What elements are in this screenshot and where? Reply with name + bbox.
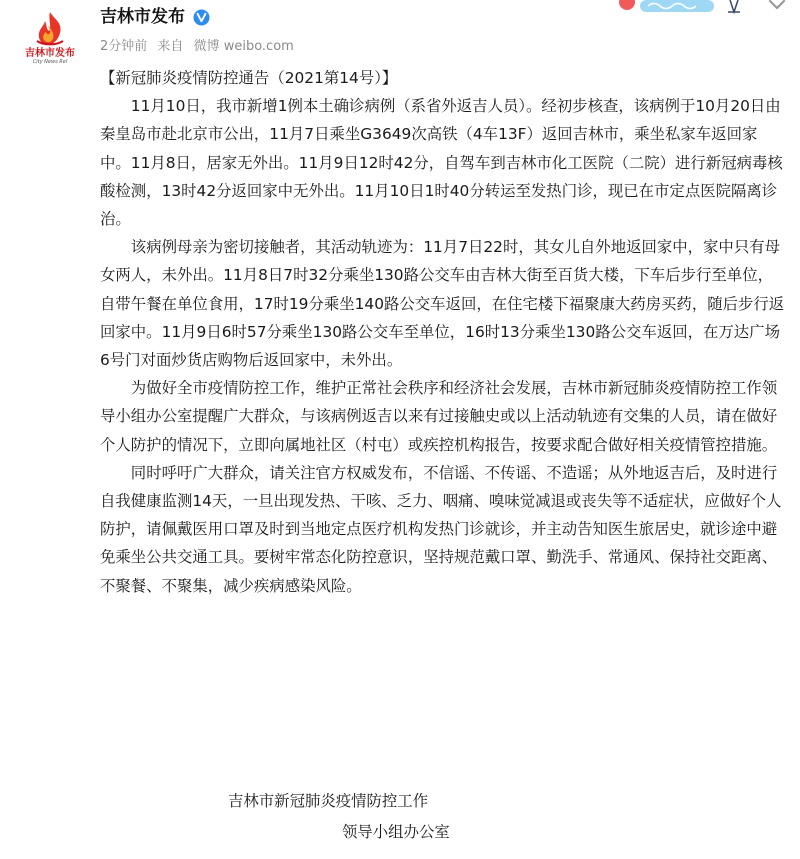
post-meta <box>100 38 294 56</box>
verified-badge-icon <box>193 9 210 26</box>
post-title: 【新冠肺炎疫情防控通告（2021第14号）】 <box>100 69 398 87</box>
account-name[interactable] <box>100 6 210 28</box>
account-name-text: 吉林市发布 <box>100 7 185 27</box>
chevron-down-icon[interactable] <box>766 0 788 15</box>
post-paragraph: 该病例母亲为密切接触者，其活动轨迹为：11月7日22时，其女儿自外地返回家中，家中只有母女两人，未外出。11月8日7时32分乘坐130路公交车由吉林大街至百货大楼，下车后步行至单位，自带午餐在单位食用，17时19分乘坐140路公交车返回，在住宅楼下福聚康大药房买药，随后步行返回家中。11月9日6时57分乘坐130路公交车至单位，16时13分乘坐130路公交车返回，在万达广场6号门对面炒货店购物后返回家中，未外出。 <box>100 238 785 370</box>
post-content <box>100 64 788 600</box>
post-paragraph: 为做好全市疫情防控工作，维护正常社会秩序和经济社会发展，吉林市新冠肺炎疫情防控工作领导小组办公室提醒广大群众，与该病例返吉以来有过接触史或以上活动轨迹有交集的人员，请在做好个人防护的情况下，立即向属地社区（村屯）或疾控机构报告，按要求配合做好相关疫情管控措施。 <box>100 379 778 454</box>
avatar-subtext: City News Rel <box>32 59 68 65</box>
signature-line-1: 吉林市新冠肺炎疫情防控工作 <box>228 792 429 810</box>
flame-logo-icon <box>33 11 67 47</box>
post-source-prefix: 来自 <box>157 39 184 54</box>
avatar[interactable] <box>16 4 84 72</box>
avatar-name: 吉林市发布 <box>25 48 75 59</box>
post-source[interactable]: 微博 weibo.com <box>193 39 294 54</box>
post-time[interactable]: 2分钟前 <box>100 39 148 54</box>
post-paragraph: 同时呼吁广大群众，请关注官方权威发布，不信谣、不传谣、不造谣；从外地返吉后，及时进行自我健康监测14天，一旦出现发热、干咳、乏力、咽痛、嗅味觉减退或丧失等不适症状，应做好个人防护，请佩戴医用口罩及时到当地定点医疗机构发热门诊就诊，并主动告知医生旅居史，就诊途中避免乘坐公共交通工具。要树牢常态化防控意识，坚持规范戴口罩、勤洗手、常通风、保持社交距离、不聚餐、不聚集，减少疾病感染风险。 <box>100 463 782 595</box>
signature-line-2: 领导小组办公室 <box>342 823 450 841</box>
decoration-banner-icon <box>618 0 760 16</box>
post-paragraph: 11月10日，我市新增1例本土确诊病例（系省外返吉人员）。经初步核查，该病例于10月20日由秦皇岛市赴北京市公出，11月7日乘坐G3649次高铁（4车13F）返回吉林市，乘坐私家车返回家中。11月8日，居家无外出。11月9日12时42分，自驾车到吉林市化工医院（二院）进行新冠病毒核酸检测，13时42分返回家中无外出。11月10日1时40分转运至发热门诊，现已在市定点医院隔离诊治。 <box>100 97 783 229</box>
